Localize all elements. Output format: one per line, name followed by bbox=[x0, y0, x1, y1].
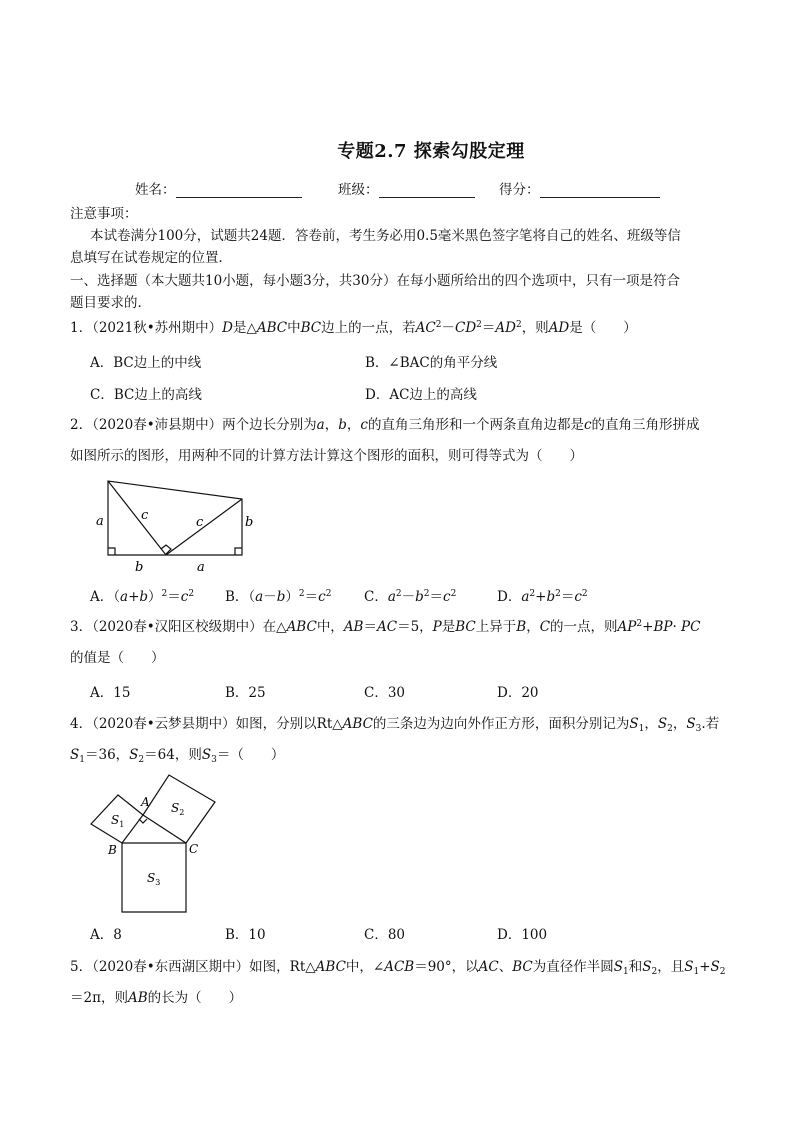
class-field[interactable] bbox=[338, 178, 475, 198]
q1-option-d[interactable]: D．AC边上的高线 bbox=[365, 387, 477, 403]
q4-line-2: $S_1=36$，$S_2=64$，则$S_3=$（ ） bbox=[70, 747, 285, 765]
q4-label-s3: $S_3$ bbox=[147, 871, 161, 887]
q2-option-c[interactable]: C．$a^2-b^2=c^2$ bbox=[364, 589, 457, 605]
q4-number: 4． bbox=[70, 716, 93, 732]
q2-line-2: 如图所示的图形，用两种不同的计算方法计算这个图形的面积，则可得等式为（ ） bbox=[70, 448, 583, 464]
q2-option-d[interactable]: D．$a^2+b^2=c^2$ bbox=[497, 589, 588, 605]
q4-label-a: A bbox=[141, 795, 150, 809]
q5-source: （2020春•东西湖区期中） bbox=[92, 959, 250, 975]
q5-line-2: ＝2π，则AB的长为（ ） bbox=[70, 990, 243, 1006]
q3-option-c[interactable]: C．30 bbox=[364, 685, 406, 701]
notice-line-1: 本试卷满分100分，试题共24题．答卷前，考生务必用0.5毫米黑色签字笔将自己的姓名、班级等信 bbox=[90, 228, 681, 244]
page-title: 专题2.7 探索勾股定理 bbox=[337, 141, 525, 162]
q1-option-c[interactable]: C．BC边上的高线 bbox=[90, 387, 202, 403]
q4-option-b[interactable]: B．10 bbox=[225, 927, 266, 943]
question-2: 2．（2020春•沛县期中）两个边长分别为a，b，c的直角三角形和一个两条直角边都是c的直角三角形拼成 bbox=[70, 417, 700, 433]
q2-trapezoid-figure bbox=[90, 475, 270, 575]
q1-option-b[interactable]: B．∠BAC的角平分线 bbox=[365, 355, 498, 371]
class-label: 班级： bbox=[338, 182, 379, 198]
q4-option-c[interactable]: C．80 bbox=[364, 927, 406, 943]
question-3: 3．（2020春•汉阳区校级期中）在△ABC中，AB＝AC＝5，P是BC上异于B，C的一点，则$AP^2+BP\cdot$ PC bbox=[70, 619, 701, 635]
question-5: 5．（2020春•东西湖区期中）如图，Rt△ABC中，∠ACB＝90°，以AC、BC为直径作半圆$S_1$和$S_2$，且$S_1+S_2$ bbox=[70, 959, 726, 977]
q1-number: 1． bbox=[70, 320, 93, 336]
section-1-line-1: 一、选择题（本大题共10小题，每小题3分，共30分）在每小题所给出的四个选项中，只有一项是符合 bbox=[70, 273, 680, 289]
q1-option-a[interactable]: A．BC边上的中线 bbox=[90, 355, 202, 371]
class-blank[interactable] bbox=[379, 183, 475, 198]
name-label: 姓名： bbox=[135, 182, 176, 198]
q4-label-c: C bbox=[189, 842, 199, 856]
q4-label-b: B bbox=[108, 843, 117, 857]
q3-number: 3． bbox=[70, 619, 93, 635]
q2-label-c-left: c bbox=[141, 508, 149, 523]
q2-label-c-right: c bbox=[196, 515, 204, 530]
score-field[interactable] bbox=[499, 178, 660, 198]
section-1-line-2: 题目要求的． bbox=[70, 295, 151, 311]
q4-label-s1: $S_1$ bbox=[111, 813, 125, 829]
q2-label-a-bottom: a bbox=[197, 560, 205, 575]
q5-number: 5． bbox=[70, 959, 93, 975]
q3-line-2: 的值是（ ） bbox=[70, 650, 165, 666]
q4-option-a[interactable]: A．8 bbox=[90, 927, 122, 943]
q4-squares-figure bbox=[85, 770, 235, 920]
name-field[interactable] bbox=[135, 178, 302, 198]
q2-source: （2020春•沛县期中） bbox=[92, 417, 223, 433]
question-1: 1．（2021秋•苏州期中）D是△ABC中BC边上的一点，若$AC^2-CD^2=AD^2$，则AD是（ ） bbox=[70, 320, 637, 336]
notice-heading: 注意事项： bbox=[70, 206, 138, 222]
q4-label-s2: $S_2$ bbox=[171, 801, 185, 817]
section-1-header bbox=[70, 270, 730, 314]
q4-source: （2020春•云梦县期中） bbox=[92, 716, 236, 732]
q2-number: 2． bbox=[70, 417, 93, 433]
score-blank[interactable] bbox=[540, 183, 660, 198]
q3-option-a[interactable]: A．15 bbox=[90, 685, 131, 701]
q2-label-a-left: a bbox=[96, 514, 104, 529]
q3-option-b[interactable]: B．25 bbox=[225, 685, 266, 701]
q1-source: （2021秋•苏州期中） bbox=[92, 320, 223, 336]
score-label: 得分： bbox=[499, 182, 540, 198]
q2-label-b-bottom: b bbox=[135, 560, 144, 575]
question-4: 4．（2020春•云梦县期中）如图，分别以Rt△ABC的三条边为边向外作正方形，面积分别记为$S_1$，$S_2$，$S_3$.若 bbox=[70, 716, 720, 734]
q2-option-b[interactable]: B．$(a-b)^2=c^2$ bbox=[225, 589, 332, 605]
q2-label-b-right: b bbox=[245, 515, 254, 530]
q4-option-d[interactable]: D．100 bbox=[497, 927, 548, 943]
q3-option-d[interactable]: D．20 bbox=[497, 685, 539, 701]
q2-option-a[interactable]: A．$(a+b)^2=c^2$ bbox=[90, 589, 195, 605]
q3-source: （2020春•汉阳区校级期中） bbox=[92, 619, 263, 635]
notice bbox=[70, 203, 730, 269]
notice-line-2: 息填写在试卷规定的位置． bbox=[70, 250, 232, 266]
name-blank[interactable] bbox=[176, 183, 302, 198]
